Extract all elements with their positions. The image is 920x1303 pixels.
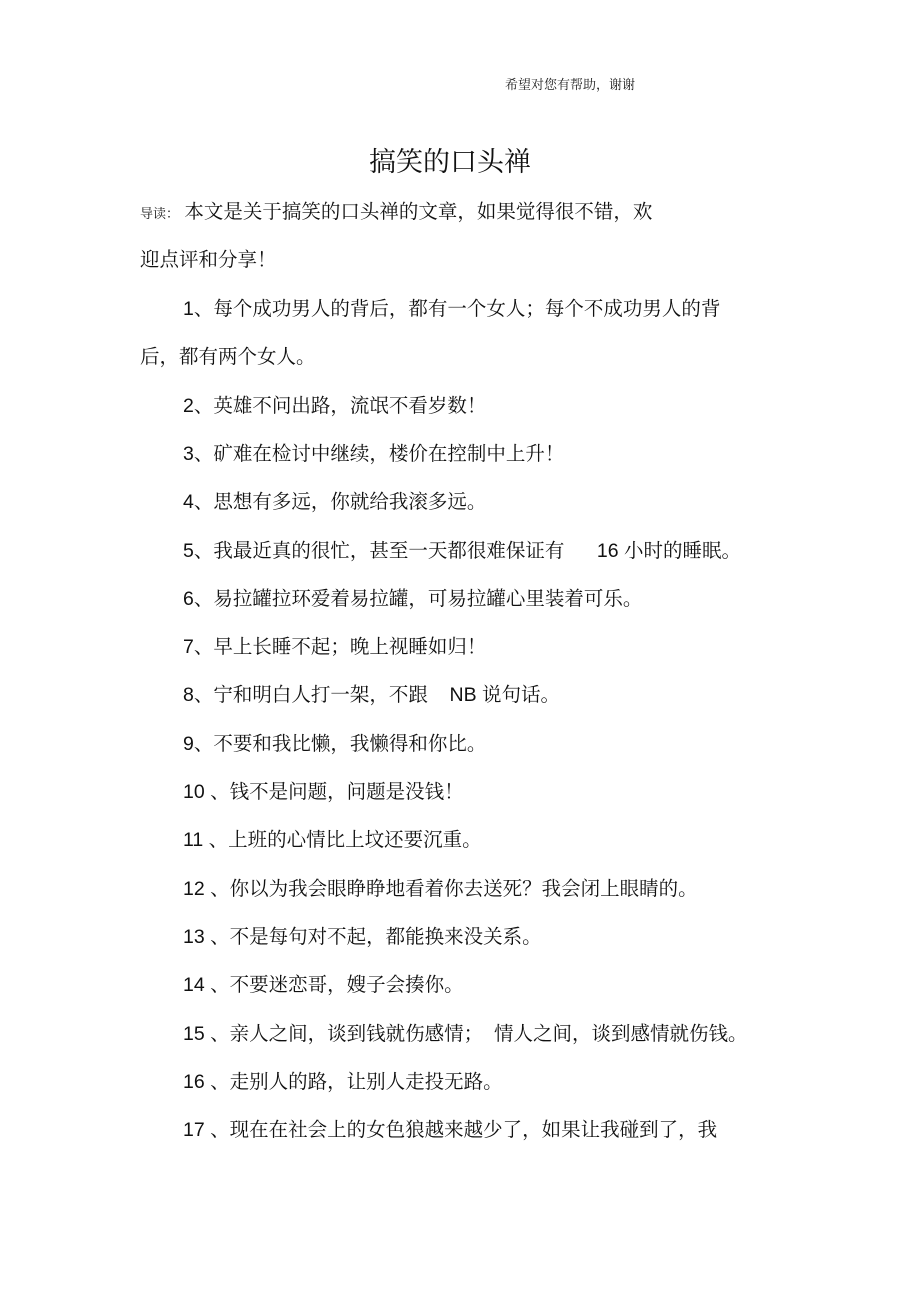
list-item: 6、易拉罐拉环爱着易拉罐，可易拉罐心里装着可乐。 <box>183 587 643 610</box>
list-item: 2、英雄不问出路，流氓不看岁数！ <box>183 394 487 417</box>
page-title: 搞笑的口头禅 <box>369 147 531 177</box>
list-item: 12 、你以为我会眼睁睁地看着你去送死？我会闭上眼睛的。 <box>183 877 698 900</box>
intro-text: 本文是关于搞笑的口头禅的文章，如果觉得很不错，欢 <box>179 201 653 223</box>
list-item: 16 、走别人的路，让别人走投无路。 <box>183 1070 503 1093</box>
list-item: 4、思想有多远，你就给我滚多远。 <box>183 491 487 514</box>
header-note: 希望对您有帮助，谢谢 <box>505 77 636 92</box>
list-item: 10 、钱不是问题，问题是没钱！ <box>183 781 464 803</box>
list-item: 1、每个成功男人的背后，都有一个女人；每个不成功男人的背 <box>183 298 721 320</box>
list-item: 15 、亲人之间，谈到钱就伤感情； 情人之间，谈到感情就伤钱。 <box>183 1022 748 1045</box>
list-item: 3、矿难在检讨中继续，楼价在控制中上升！ <box>183 442 565 465</box>
intro-line-1 <box>140 200 652 226</box>
list-item: 9、不要和我比懒，我懒得和你比。 <box>183 732 487 755</box>
list-item: 11 、上班的心情比上坟还要沉重。 <box>183 829 482 852</box>
intro-label: 导读： <box>140 206 180 221</box>
intro-line-2: 迎点评和分享！ <box>140 249 277 271</box>
list-item: 7、早上长睡不起；晚上视睡如归！ <box>183 636 487 659</box>
list-item: 8、宁和明白人打一架，不跟 NB 说句话。 <box>183 684 561 707</box>
list-item: 14 、不要迷恋哥，嫂子会揍你。 <box>183 974 464 997</box>
list-item: 17 、现在在社会上的女色狼越来越少了，如果让我碰到了，我 <box>183 1119 718 1142</box>
list-item-continuation: 后，都有两个女人。 <box>140 346 316 369</box>
list-item: 13 、不是每句对不起，都能换来没关系。 <box>183 925 542 948</box>
list-item: 5、我最近真的很忙，甚至一天都很难保证有 16 小时的睡眠。 <box>183 539 741 562</box>
